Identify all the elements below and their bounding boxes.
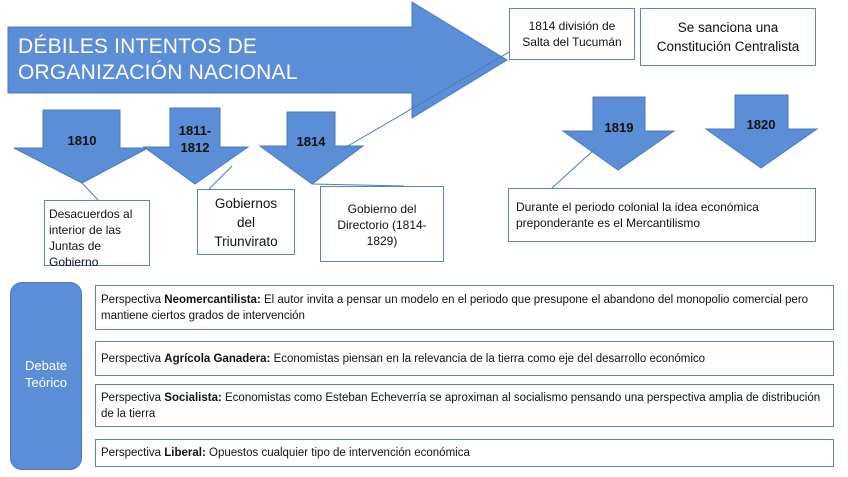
box-desacuerdos: Desacuerdos al interior de las Juntas de Gobierno [44,200,150,266]
year-1811-1812-label: 1811-1812 [178,123,212,155]
perspective-name: Socialista: [164,392,222,404]
year-1810-label: 1810 [67,133,97,148]
diagram-title: DÉBILES INTENTOS DE ORGANIZACIÓN NACIONAL [18,35,298,84]
connector-1810 [82,183,98,200]
perspective-prefix: Perspectiva [101,294,165,306]
box-triunvirato: Gobiernos del Triunvirato [197,189,295,255]
year-1820-label: 1820 [746,117,776,132]
perspective-name: Agrícola Ganadera: [164,353,271,365]
perspective-name: Liberal: [164,447,206,459]
perspective-text: Economistas como Esteban Echeverría se aproximan al socialismo pensando una perspectiva amplia de distribución de la tierra [101,392,821,420]
perspective-liberal [95,439,834,467]
perspective-text: El autor invita a pensar un modelo en el periodo que presupone el abandono del monopolio comercial pero mantiene ciertos grados de intervención [101,294,809,322]
box-mercantilismo: Durante el periodo colonial la idea económica preponderante es el Mercantilismo [508,188,816,242]
perspective-socialista [95,384,834,427]
perspective-prefix: Perspectiva [101,392,165,404]
perspective-text: Economistas piensan en la relevancia de la tierra como eje del desarrollo económico [270,353,706,365]
perspective-agricola-ganadera [95,341,834,376]
year-1814-label: 1814 [296,134,326,149]
perspective-name: Neomercantilista: [164,294,261,306]
box-constitucion: Se sanciona una Constitución Centralista [640,8,816,66]
box-directorio: Gobierno del Directorio (1814-1829) [320,186,444,262]
debate-label: Debate Teórico [25,358,67,390]
perspective-neomercantilista [95,285,834,330]
perspective-prefix: Perspectiva [101,447,165,459]
perspective-text: Opuestos cualquier tipo de intervención económica [205,447,470,459]
box-division: 1814 división de Salta del Tucumán [509,8,635,60]
year-1819-label: 1819 [604,120,634,135]
connector-1819 [552,148,596,188]
perspective-prefix: Perspectiva [101,353,165,365]
